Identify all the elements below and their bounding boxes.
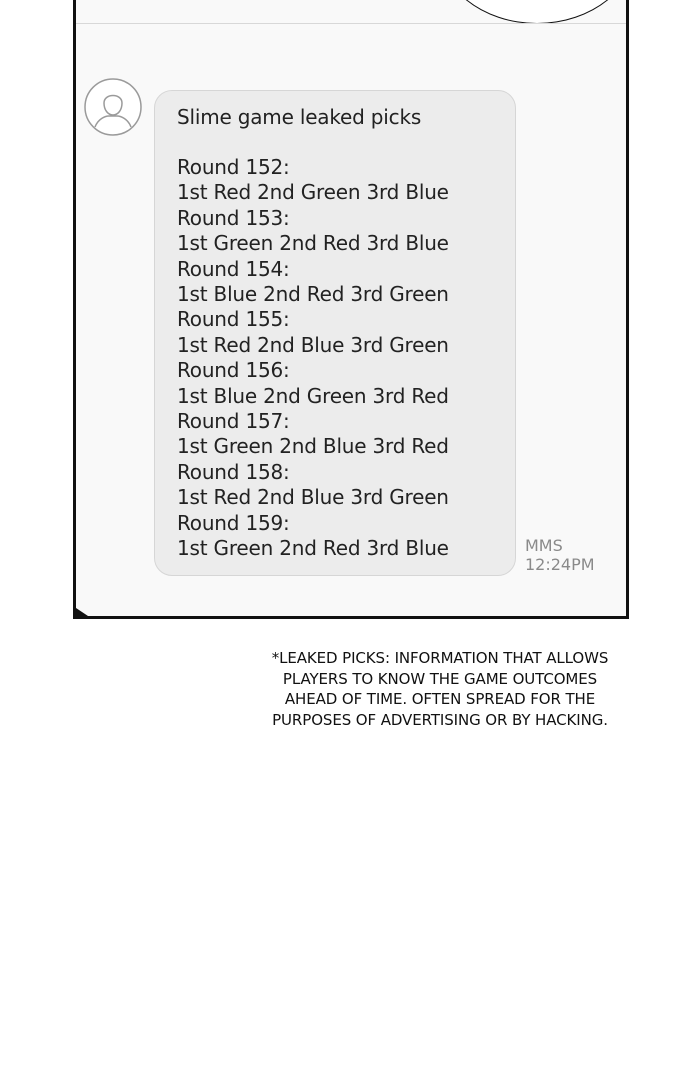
message-line: Round 153: xyxy=(177,205,290,230)
message-time: 12:24PM xyxy=(525,555,595,574)
message-line: Round 159: xyxy=(177,510,290,535)
message-line: 1st Red 2nd Blue 3rd Green xyxy=(177,332,449,357)
message-meta xyxy=(525,536,595,574)
message-line: 1st Green 2nd Red 3rd Blue xyxy=(177,536,449,561)
message-line: Round 155: xyxy=(177,307,290,332)
message-body xyxy=(177,155,449,562)
message-line: 1st Blue 2nd Red 3rd Green xyxy=(177,282,449,307)
speech-balloon-edge xyxy=(436,0,629,24)
contact-avatar[interactable] xyxy=(83,77,143,137)
message-line: 1st Red 2nd Green 3rd Blue xyxy=(177,180,449,205)
panel-corner-mark xyxy=(76,608,88,616)
message-line: 1st Green 2nd Red 3rd Blue xyxy=(177,231,449,256)
footnote xyxy=(240,648,640,730)
footnote-line: PLAYERS TO KNOW THE GAME OUTCOMES xyxy=(282,669,598,688)
message-line: Round 152: xyxy=(177,155,290,179)
phone-screen-panel xyxy=(73,0,629,619)
message-line: Round 158: xyxy=(177,459,290,484)
message-line: 1st Red 2nd Blue 3rd Green xyxy=(177,485,449,510)
message-line: 1st Green 2nd Blue 3rd Red xyxy=(177,434,449,459)
footnote-line: PURPOSES OF ADVERTISING OR BY HACKING. xyxy=(272,710,608,729)
header-divider xyxy=(76,23,626,24)
message-bubble[interactable] xyxy=(154,90,516,576)
message-line: 1st Blue 2nd Green 3rd Red xyxy=(177,383,449,408)
message-type: MMS xyxy=(525,536,563,555)
message-line: Round 156: xyxy=(177,358,290,383)
message-line: Round 157: xyxy=(177,409,290,434)
footnote-line: AHEAD OF TIME. OFTEN SPREAD FOR THE xyxy=(284,690,596,708)
user-placeholder-icon xyxy=(83,77,143,137)
footnote-line: *LEAKED PICKS: INFORMATION THAT ALLOWS xyxy=(271,649,609,667)
message-title: Slime game leaked picks xyxy=(177,105,422,129)
message-line: Round 154: xyxy=(177,256,290,281)
